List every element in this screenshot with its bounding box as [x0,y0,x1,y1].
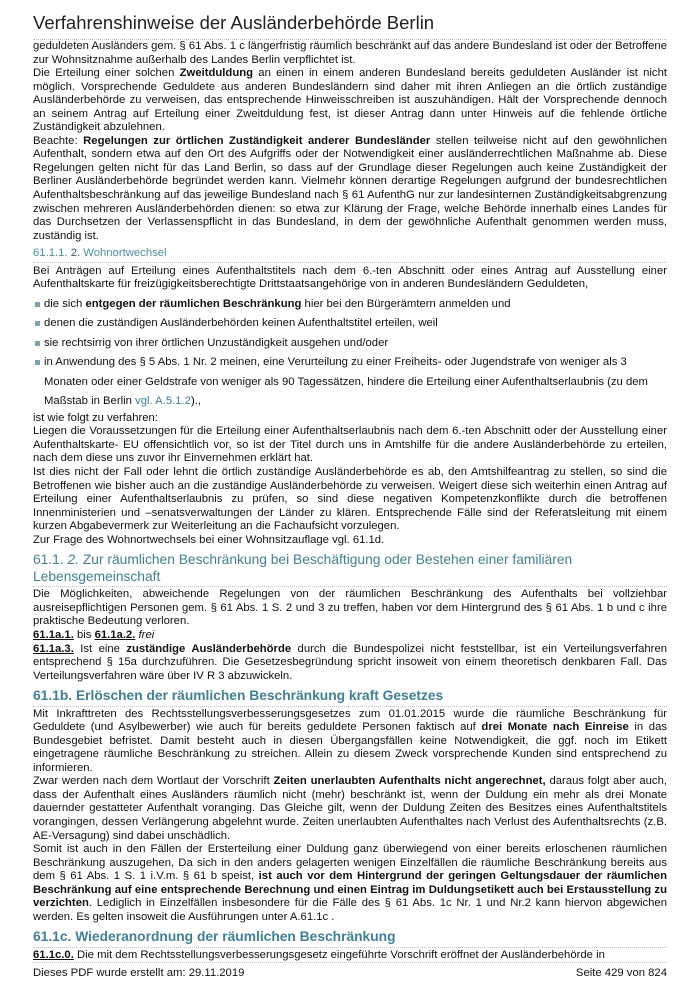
document-title: Verfahrenshinweise der Ausländerbehörde Berlin [33,12,435,33]
section-heading-61-1c: 61.1c. Wiederanordnung der räumlichen Beschränkung [33,929,667,948]
list-item: denen die zuständigen Ausländerbehörden keinen Aufenthaltstitel erteilen, weil [33,314,667,334]
paragraph: Ist dies nicht der Fall oder lehnt die örtlich zuständige Ausländerbehörde es ab, den Amtshilfeantrag zu stellen, so sind die Betroffenen wie bisher auch an die zuständige Ausländerbehörde zu verweisen. Weigert diese sich weiterhin einen Antrag auf Erteilung einer Aufenthaltserlaubnis zu prüfen, so sind diese negativen Kompetenzkonflikte durch die betroffenen Innenministerien und –senatsverwaltungen der Länder zu klären. Entsprechende Fälle sind der Referatsleitung mit einem kurzen Abgabevermerk zur Weiterleitung an die Fachaufsicht vorzulegen. [33,466,667,533]
paragraph: 61.1a.3. Ist eine zuständige Ausländerbehörde durch die Bundespolizei nicht feststellbar, ist ein Verteilungsverfahren entsprechend § 15a durchzuführen. Die Gesetzesbegründung spricht insoweit von einem theoretisch denkbaren Fall. Das Verteilungsverfahren wäre über IV R 3 abzuwickeln. [33,642,668,682]
paragraph: Liegen die Voraussetzungen für die Erteilung einer Aufenthaltserlaubnis nach dem 6.-ten Abschnitt oder der Ausstellung einer Aufenthaltskarte- EU offensichtlich vor, so ist der Titel durch uns in Amtshilfe für die andere Ausländerbehörde zu erteilen, nach dem diese uns zuvor ihr Einvernehmen erklärt hat. [33,425,667,465]
paragraph: Beachte: Regelungen zur örtlichen Zuständigkeit anderer Bundesländer stellen teilweise nicht auf den gewöhnlichen Aufenthalt, sondern etwa auf den Ort des Aufgriffs oder der Notwendigkeit einer ausländerrechtlichen Maßnahme ab. Diese Regelungen gelten nicht für das Land Berlin, so dass auf der Grundlage dieser Regelungen auch keine Zuständigkeit der Berliner Ausländerbehörde begründet werden kann. Vielmehr können derartige Regelungen aufgrund der bundesrechtlichen Aufenthaltsbeschränkung auf das jeweilige Bundesland nach § 61 AufenthG nur zur landesinternen Zuständigkeitsabgrenzung zwischen mehreren Ausländerbehörden dienen: so etwa zur Klärung der Frage, welche Behörde innerhalb eines Landes für das Durchsetzen der Verlassenspflicht in das Bundesland, in dem der gewöhnliche Aufenthalt genommen werden muss, zuständig ist. [33,134,667,242]
page-footer [33,962,667,979]
bullet-list [33,295,667,412]
paragraph: 61.1c.0. Die mit dem Rechtsstellungsverbesserungsgesetz eingeführte Vorschrift eröffnet der Ausländerbehörde in [33,948,605,961]
list-item: sie rechtsirrig von ihrer örtlichen Unzuständigkeit ausgehen und/oder [33,334,667,354]
paragraph: Zur Frage des Wohnortwechsels bei einer Wohnsitzauflage vgl. 61.1d. [33,533,385,546]
paragraph: 61.1a.1. bis 61.1a.2. frei [33,628,155,641]
paragraph: Die Möglichkeiten, abweichende Regelungen von der räumlichen Beschränkung des Aufenthalts bei vollziehbar ausreisepflichtigen Personen gem. § 61 Abs. 1 S. 2 und 3 zu treffen, haben vor dem Hintergrund des § 61 Abs. 1 b und c ihre praktische Bedeutung verloren. [33,588,667,628]
list-item: in Anwendung des § 5 Abs. 1 Nr. 2 meinen, eine Verurteilung zu einer Freiheits- oder Jugendstrafe von weniger als 3 Monaten oder einer Geldstrafe von weniger als 90 Tagessätzen, hindere die Erteilung einer Aufenthaltserlaubnis (zu dem Maßstab in Berlin vgl. A.5.1.2)., [33,353,667,412]
paragraph: Somit ist auch in den Fällen der Ersterteilung einer Duldung ganz überwiegend von einer bereits erloschenen räumlichen Beschränkung auszugehen, Da sich in den anders gelagerten wenigen Einzelfällen die räumliche Beschränkung bereits aus dem § 61 Abs. 1 S. 1 i.V.m. § 61 b speist, ist auch vor dem Hintergrund der geringen Geltungsdauer der räumlichen Beschränkung auf eine entsprechende Berechnung und einen Eintrag im Duldungsetikett auch bei Erstausstellung zu verzichten. Lediglich in Einzelfällen insbesondere für die Fälle des § 61 Abs. 1c Nr. 1 und Nr.2 kann hiervon abgewichen werden. Es gelten insoweit die Ausführungen unter A.61.1c . [33,843,667,923]
paragraph: Bei Anträgen auf Erteilung eines Aufenthaltstitels nach dem 6.-ten Abschnitt oder eines Antrag auf Ausstellung einer Aufenthaltskarte für freizügigkeitsberechtigte Drittstaatsangehörige von in anderen Bundesländern Geduldeten, [33,264,667,291]
paragraph: geduldeten Ausländers gem. § 61 Abs. 1 c längerfristig räumlich beschränkt auf das andere Bundesland ist oder der Betroffene zur Wohnsitznahme außerhalb des Landes Berlin verpflichtet ist. [33,40,667,66]
paragraph: Die Erteilung einer solchen Zweitduldung an einen in einem anderen Bundesland bereits geduldeten Ausländer ist nicht möglich. Vorsprechende Geduldete aus anderen Bundesländern sind daher mit ihren Anliegen an die örtlich zuständige Ausländerbehörde zu verweisen, das entsprechende Hinweisschreiben ist auszuhändigen. Hält der Vorsprechende dennoch an seinem Antrag auf Erteilung einer Zweitduldung fest, ist dieser Antrag dann unter Hinweis auf die fehlende örtliche Zuständigkeit abzulehnen. [33,67,667,134]
paragraph: Mit Inkrafttreten des Rechtsstellungsverbesserungsgesetzes zum 01.01.2015 wurde die räumliche Beschränkung für Geduldete (und Asylbewerber) wie auch für bereits geduldete Personen faktisch auf drei Monate nach Einreise in das Bundesgebiet befristet. Damit besteht auch in diesen Übergangsfällen keine Notwendigkeit, die ggf. noch im Etikett eingetragene räumliche Beschränkung zu streichen. Allein zu diesem Zweck vorsprechende Kunden sind entsprechend zu informieren. [33,707,667,774]
creation-date: Dieses PDF wurde erstellt am: 29.11.2019 [33,967,245,979]
list-item: die sich entgegen der räumlichen Beschränkung hier bei den Bürgerämtern anmelden und [33,295,667,315]
section-heading-wohnortwechsel: 61.1.1. 2. Wohnortwechsel [33,247,667,263]
page-header [33,12,667,40]
document-body [33,40,667,962]
section-heading-61-1b: 61.1b. Erlöschen der räumlichen Beschränkung kraft Gesetzes [33,688,667,707]
section-heading-beschaeftigung: 61.1. 2. Zur räumlichen Beschränkung bei Beschäftigung oder Bestehen einer familiären Lebensgemeinschaft [33,552,667,587]
paragraph: Zwar werden nach dem Wortlaut der Vorschrift Zeiten unerlaubten Aufenthalts nicht angerechnet, daraus folgt aber auch, dass der Aufenthalt eines Ausländers räumlich nicht (mehr) beschränkt ist, wenn der Duldung ein mehr als drei Monate dauernder gestatteter Aufenthalt voranging. Das Gleiche gilt, wenn der Duldung Zeiten des Besitzes eines Aufenthaltstitels vorangingen, dessen Verlängerung abgelehnt wurde. Zeiten unerlaubten Aufenthaltes nach Verlust des Aufenthaltsrechts (z.B. AE-Versagung) sind dabei unschädlich. [33,775,668,842]
paragraph: ist wie folgt zu verfahren: [33,411,158,424]
reference-link[interactable]: vgl. A.5.1.2 [135,395,191,408]
page-number: Seite 429 von 824 [575,967,667,979]
